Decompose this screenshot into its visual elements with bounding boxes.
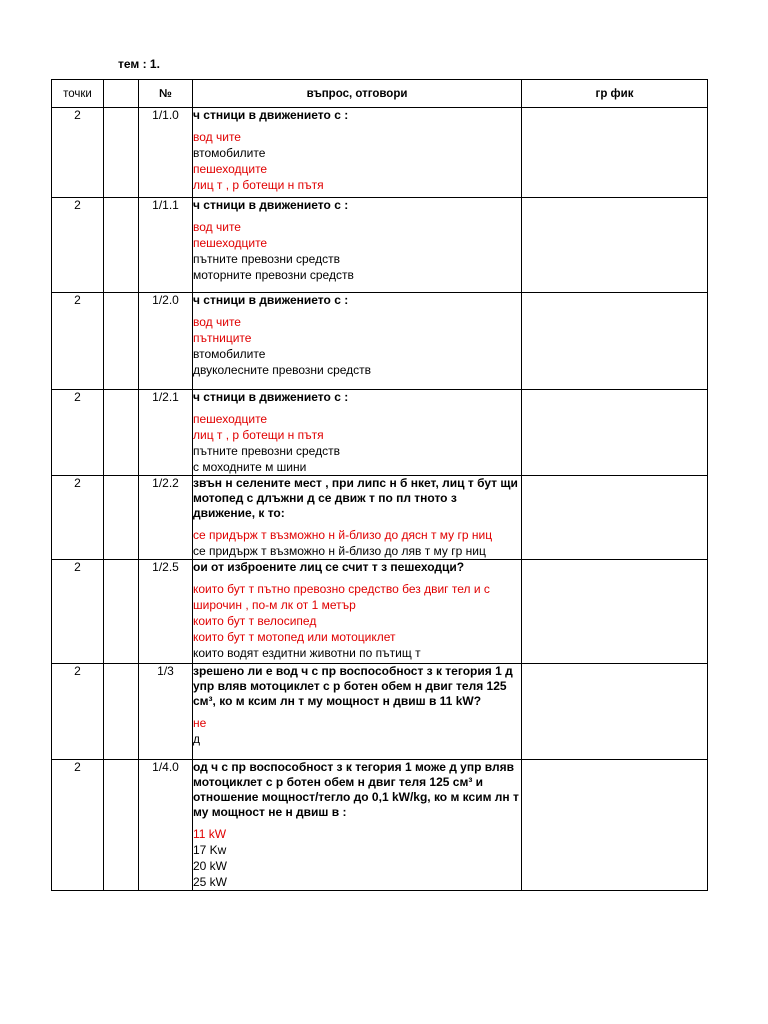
graphic-cell xyxy=(522,760,708,891)
table-row xyxy=(52,108,708,198)
question-number-cell: 1/3 xyxy=(139,664,193,760)
blank-cell xyxy=(104,198,139,293)
answer-option: се придърж т възможно н й-близо до ляв т му гр ниц xyxy=(193,544,486,558)
answer-option: пътните превозни средств xyxy=(193,444,340,458)
correct-answer: пътниците xyxy=(193,331,252,345)
table-header-row xyxy=(52,80,708,108)
question-cell xyxy=(193,664,522,760)
answer-option: 17 Kw xyxy=(193,843,227,857)
points-cell: 2 xyxy=(52,664,104,760)
question-number-cell: 1/1.1 xyxy=(139,198,193,293)
table-row xyxy=(52,560,708,664)
answer-option: пътните превозни средств xyxy=(193,252,340,266)
blank-cell xyxy=(104,760,139,891)
table-row xyxy=(52,760,708,891)
blank-column-header xyxy=(104,80,139,108)
answer-option: втомобилите xyxy=(193,347,266,361)
question-cell xyxy=(193,293,522,390)
points-cell: 2 xyxy=(52,198,104,293)
question-cell xyxy=(193,108,522,198)
correct-answer: пешеходците xyxy=(193,236,268,250)
correct-answer: лиц т , р ботещи н пътя xyxy=(193,428,324,442)
answer-option: 20 kW xyxy=(193,859,228,873)
question-text: ч стници в движението с : xyxy=(193,108,349,122)
question-text: ч стници в движението с : xyxy=(193,390,349,404)
graphic-cell xyxy=(522,390,708,476)
number-column-header: № xyxy=(139,80,193,108)
question-cell xyxy=(193,760,522,891)
answer-option: д xyxy=(193,732,201,746)
blank-cell xyxy=(104,560,139,664)
graphic-cell xyxy=(522,108,708,198)
question-text: ои от изброените лиц се счит т з пешеходци? xyxy=(193,560,465,574)
graphic-cell xyxy=(522,293,708,390)
blank-cell xyxy=(104,664,139,760)
correct-answer: които бут т велосипед xyxy=(193,614,317,628)
theme-heading: тем : 1. xyxy=(118,57,160,71)
correct-answer: лиц т , р ботещи н пътя xyxy=(193,178,324,192)
answer-option: двуколесните превозни средств xyxy=(193,363,372,377)
points-cell: 2 xyxy=(52,293,104,390)
question-text: ч стници в движението с : xyxy=(193,198,349,212)
points-cell: 2 xyxy=(52,476,104,560)
question-number-cell: 1/4.0 xyxy=(139,760,193,891)
points-cell: 2 xyxy=(52,108,104,198)
question-cell xyxy=(193,560,522,664)
question-number-cell: 1/1.0 xyxy=(139,108,193,198)
question-text: зрешено ли е вод ч с пр воспособност з к тегория 1 д упр вляв мотоциклет с р ботен обем н двиг теля 125 см³, ко м ксим лн т му мощност н двиш в 11 kW? xyxy=(193,664,513,708)
answer-option: които водят ездитни животни по пътищ т xyxy=(193,646,421,660)
question-cell xyxy=(193,390,522,476)
answer-option: с моходните м шини xyxy=(193,460,307,474)
question-cell xyxy=(193,476,522,560)
points-column-header: точки xyxy=(52,80,104,108)
question-number-cell: 1/2.2 xyxy=(139,476,193,560)
correct-answer: вод чите xyxy=(193,130,241,144)
blank-cell xyxy=(104,293,139,390)
correct-answer: 11 kW xyxy=(193,827,227,841)
question-text: ч стници в движението с : xyxy=(193,293,349,307)
question-number-cell: 1/2.5 xyxy=(139,560,193,664)
correct-answer: които бут т мотопед или мотоциклет xyxy=(193,630,396,644)
question-number-cell: 1/2.0 xyxy=(139,293,193,390)
table-row xyxy=(52,664,708,760)
graphic-cell xyxy=(522,476,708,560)
points-cell: 2 xyxy=(52,390,104,476)
question-column-header: въпрос, отговори xyxy=(193,80,522,108)
graphic-cell xyxy=(522,198,708,293)
graphic-cell xyxy=(522,664,708,760)
question-cell xyxy=(193,198,522,293)
correct-answer: пешеходците xyxy=(193,162,268,176)
graphic-cell xyxy=(522,560,708,664)
table-row xyxy=(52,293,708,390)
graphic-column-header: гр фик xyxy=(522,80,708,108)
points-cell: 2 xyxy=(52,560,104,664)
question-text: од ч с пр воспособност з к тегория 1 може д упр вляв мотоциклет с р ботен обем н двиг теля 125 см³ и отношение мощност/тегло до 0,1 kW/kg, ко м ксим лн т му мощност не н двиш в : xyxy=(193,760,519,819)
questions-table xyxy=(51,79,708,891)
correct-answer: пешеходците xyxy=(193,412,268,426)
blank-cell xyxy=(104,108,139,198)
correct-answer: не xyxy=(193,716,207,730)
correct-answer: се придърж т възможно н й-близо до дясн т му гр ниц xyxy=(193,528,493,542)
table-row xyxy=(52,198,708,293)
blank-cell xyxy=(104,390,139,476)
question-number-cell: 1/2.1 xyxy=(139,390,193,476)
correct-answer: вод чите xyxy=(193,220,241,234)
correct-answer: които бут т пътно превозно средство без двиг тел и с широчин , по-м лк от 1 метър xyxy=(193,582,490,612)
table-row xyxy=(52,476,708,560)
table-body xyxy=(52,108,708,891)
blank-cell xyxy=(104,476,139,560)
answer-option: 25 kW xyxy=(193,875,228,889)
table-row xyxy=(52,390,708,476)
correct-answer: вод чите xyxy=(193,315,241,329)
answer-option: моторните превозни средств xyxy=(193,268,354,282)
answer-option: втомобилите xyxy=(193,146,266,160)
question-text: звън н селените мест , при липс н б нкет, лиц т бут щи мотопед с длъжни д се движ т по пл тното з движение, к то: xyxy=(193,476,518,520)
points-cell: 2 xyxy=(52,760,104,891)
